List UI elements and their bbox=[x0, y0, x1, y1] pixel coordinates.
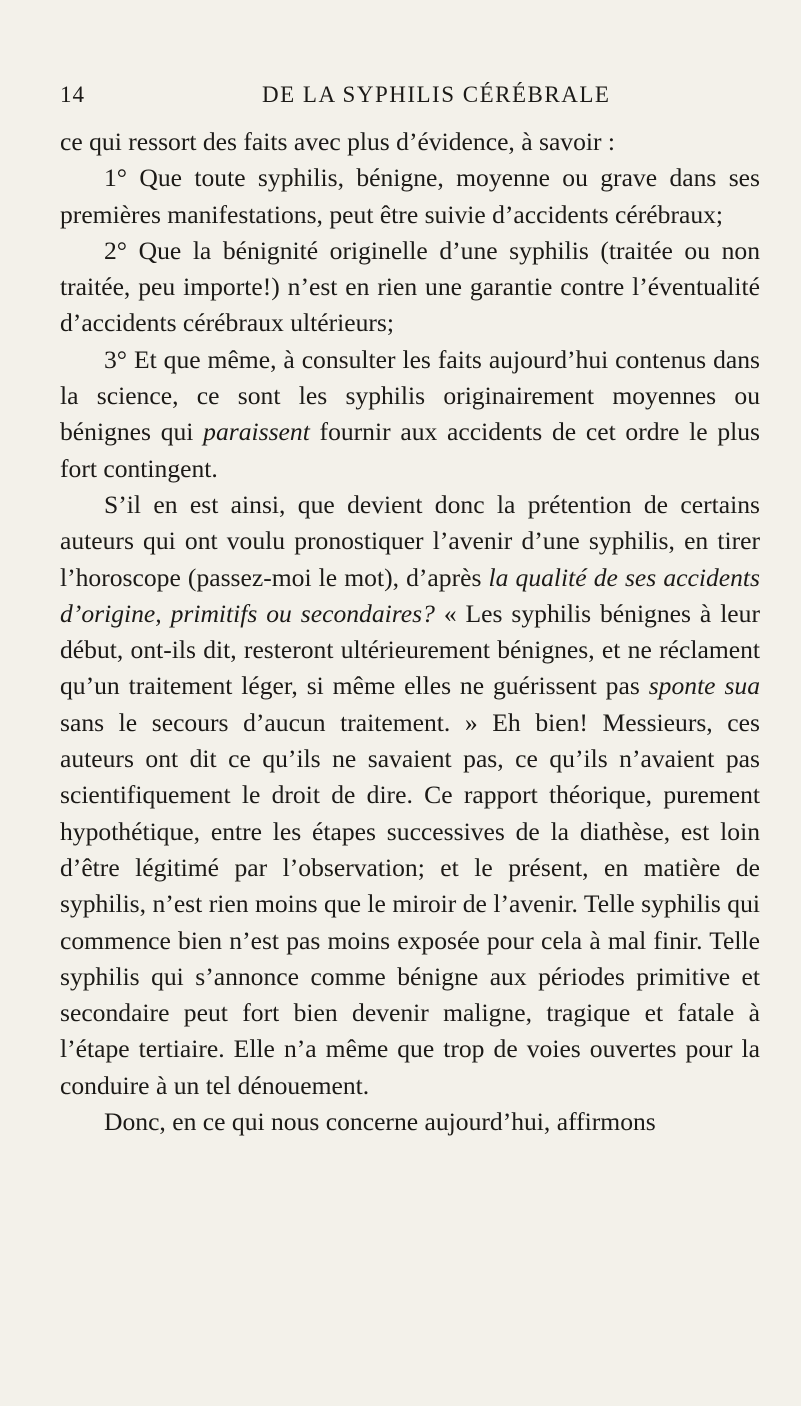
body-text bbox=[60, 124, 760, 1140]
text-run: sans le secours d’aucun traitement. » Eh bien! Messieurs, ces auteurs ont dit ce qu’ils ne savaient pas, ce qu’ils n’avaient pas scientifiquement le droit de dire. Ce rapport théorique, purement hypothétique, entre les étapes successives de la diathèse, est loin d’être légitimé par l’observation; et le présent, en matière de syphilis, n’est rien moins que le miroir de l’avenir. Telle syphilis qui commence bien n’est pas moins exposée pour cela à mal finir. Telle syphilis qui s’annonce comme bénigne aux périodes primitive et secondaire peut fort bien devenir maligne, tragique et fatale à l’étape tertiaire. Elle n’a même que trop de voies ouvertes pour la conduire à un tel dénouement. bbox=[60, 707, 760, 1100]
paragraph-point-3 bbox=[60, 342, 760, 487]
paragraph-point-2: 2° Que la bénignité originelle d’une syphilis (traitée ou non traitée, peu importe!) n’est en rien une garantie contre l’éventualité d’accidents cérébraux ultérieurs; bbox=[60, 235, 760, 338]
italic-run: sponte sua bbox=[648, 671, 761, 701]
text-run: fournir aux accidents de cet ordre le plus fort contingent. bbox=[60, 417, 761, 483]
running-head bbox=[60, 82, 760, 112]
running-title: DE LA SYPHILIS CÉRÉBRALE bbox=[262, 82, 611, 107]
paragraph-argument bbox=[60, 487, 760, 1104]
text-run: S’il en est ainsi, que devient donc la prétention de certains auteurs qui ont voulu pronostiquer l’avenir d’une syphilis, en tirer l’horoscope (passez-moi le mot), d’après bbox=[60, 489, 760, 592]
paragraph-continuation: ce qui ressort des faits avec plus d’évidence, à savoir : bbox=[60, 127, 616, 156]
paragraph-point-1: 1° Que toute syphilis, bénigne, moyenne ou grave dans ses premières manifestations, peut être suivie d’accidents cérébraux; bbox=[60, 163, 760, 229]
italic-run: la qualité de ses accidents d’origine, primitifs ou secondaires? bbox=[60, 562, 760, 628]
paragraph-conclusion: Donc, en ce qui nous concerne aujourd’hui, affirmons bbox=[104, 1107, 656, 1137]
text-run: 3° Et que même, à consulter les faits aujourd’hui contenus dans la science, ce sont les syphilis originairement moyennes ou bénignes qui bbox=[60, 344, 760, 447]
text-run: « Les syphilis bénignes à leur début, ont-ils dit, resteront ultérieurement bénignes, et ne réclament qu’un traitement léger, si même elles ne guérissent pas bbox=[60, 598, 760, 701]
italic-run: paraissent bbox=[203, 417, 310, 447]
page-number: 14 bbox=[60, 82, 85, 107]
